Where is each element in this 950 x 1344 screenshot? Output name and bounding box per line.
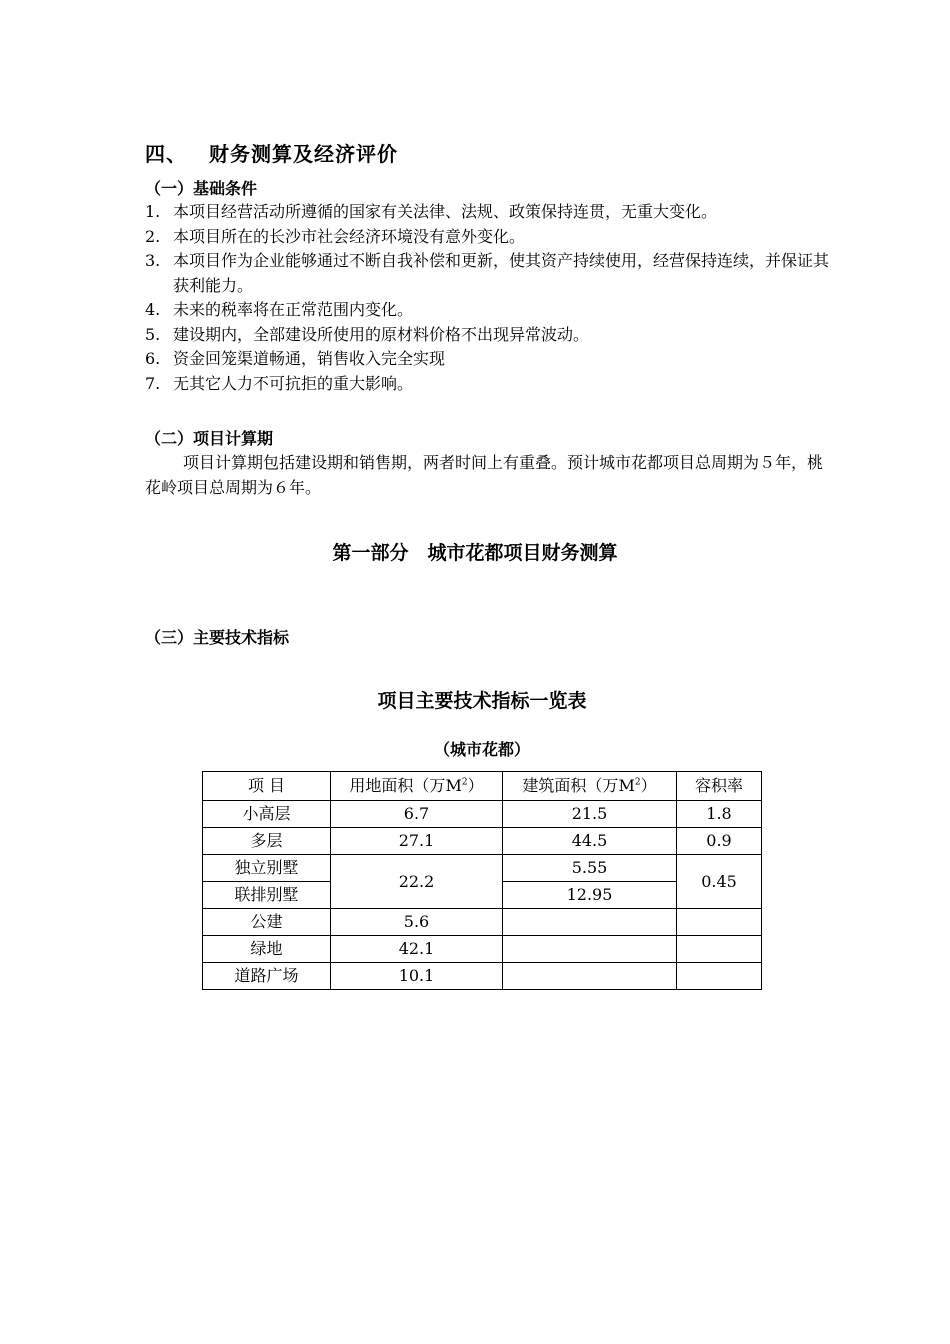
cell-item: 绿地 xyxy=(203,936,331,963)
cell-land: 6.7 xyxy=(331,801,503,828)
table-title: 项目主要技术指标一览表 xyxy=(377,690,587,712)
cell-build xyxy=(503,963,677,990)
cell-far xyxy=(677,909,762,936)
cell-item: 独立别墅 xyxy=(203,855,331,882)
section-number: 四、 xyxy=(145,142,187,166)
cell-item: 多层 xyxy=(203,828,331,855)
section-title: 财务测算及经济评价 xyxy=(209,142,398,166)
table-header-row xyxy=(203,772,762,801)
cell-build: 5.55 xyxy=(503,855,677,882)
cell-build xyxy=(503,936,677,963)
table-row xyxy=(203,936,762,963)
header-land-area: 用地面积（万$M^2$） xyxy=(331,772,503,801)
cell-item: 联排别墅 xyxy=(203,882,331,909)
header-far: 容积率 xyxy=(677,772,762,801)
cell-item: 公建 xyxy=(203,909,331,936)
table-row xyxy=(203,855,762,882)
basic-conditions-heading: （一）基础条件 xyxy=(145,179,258,198)
cell-item: 小高层 xyxy=(203,801,331,828)
cell-far: 0.9 xyxy=(677,828,762,855)
table-row xyxy=(203,801,762,828)
calc-period-heading: （二）项目计算期 xyxy=(145,429,274,448)
list-item: 3. 本项目作为企业能够通过不断自我补偿和更新，使其资产持续使用，经营保持连续，并保证其获利能力。 xyxy=(145,251,830,295)
cell-far xyxy=(677,963,762,990)
table-row xyxy=(203,909,762,936)
cell-land: 10.1 xyxy=(331,963,503,990)
table-row xyxy=(203,828,762,855)
list-item: 5. 建设期内，全部建设所使用的原材料价格不出现异常波动。 xyxy=(145,324,590,344)
cell-far: 1.8 xyxy=(677,801,762,828)
header-building-area: 建筑面积（万$M^2$） xyxy=(503,772,677,801)
tech-indicators-table xyxy=(202,771,762,990)
list-item: 1. 本项目经营活动所遵循的国家有关法律、法规、政策保持连贯，无重大变化。 xyxy=(145,202,718,221)
cell-build: 21.5 xyxy=(503,801,677,828)
cell-far xyxy=(677,936,762,963)
list-item: 4. 未来的税率将在正常范围内变化。 xyxy=(145,300,414,319)
list-item: 2. 本项目所在的长沙市社会经济环境没有意外变化。 xyxy=(145,226,526,246)
cell-build: 44.5 xyxy=(503,828,677,855)
cell-land: 42.1 xyxy=(331,936,503,963)
cell-build xyxy=(503,909,677,936)
calc-period-paragraph: 项目计算期包括建设期和销售期，两者时间上有重叠。预计城市花都项目总周期为５年，桃花岭项目总周期为６年。 xyxy=(145,453,824,497)
basic-conditions-list xyxy=(145,200,835,396)
cell-far-merged: 0.45 xyxy=(677,855,762,909)
table-row xyxy=(203,963,762,990)
part-title: 第一部分 城市花都项目财务测算 xyxy=(332,542,618,564)
section-heading xyxy=(145,138,398,167)
cell-item: 道路广场 xyxy=(203,963,331,990)
cell-land: 27.1 xyxy=(331,828,503,855)
table-subtitle: （城市花都） xyxy=(433,740,530,759)
cell-land-merged: 22.2 xyxy=(331,855,503,909)
header-item: 项 目 xyxy=(203,772,331,801)
list-item: 6. 资金回笼渠道畅通，销售收入完全实现 xyxy=(145,349,446,368)
cell-land: 5.6 xyxy=(331,909,503,936)
list-item: 7. 无其它人力不可抗拒的重大影响。 xyxy=(145,373,414,393)
tech-indicators-heading: （三）主要技术指标 xyxy=(145,628,290,647)
cell-build: 12.95 xyxy=(503,882,677,909)
